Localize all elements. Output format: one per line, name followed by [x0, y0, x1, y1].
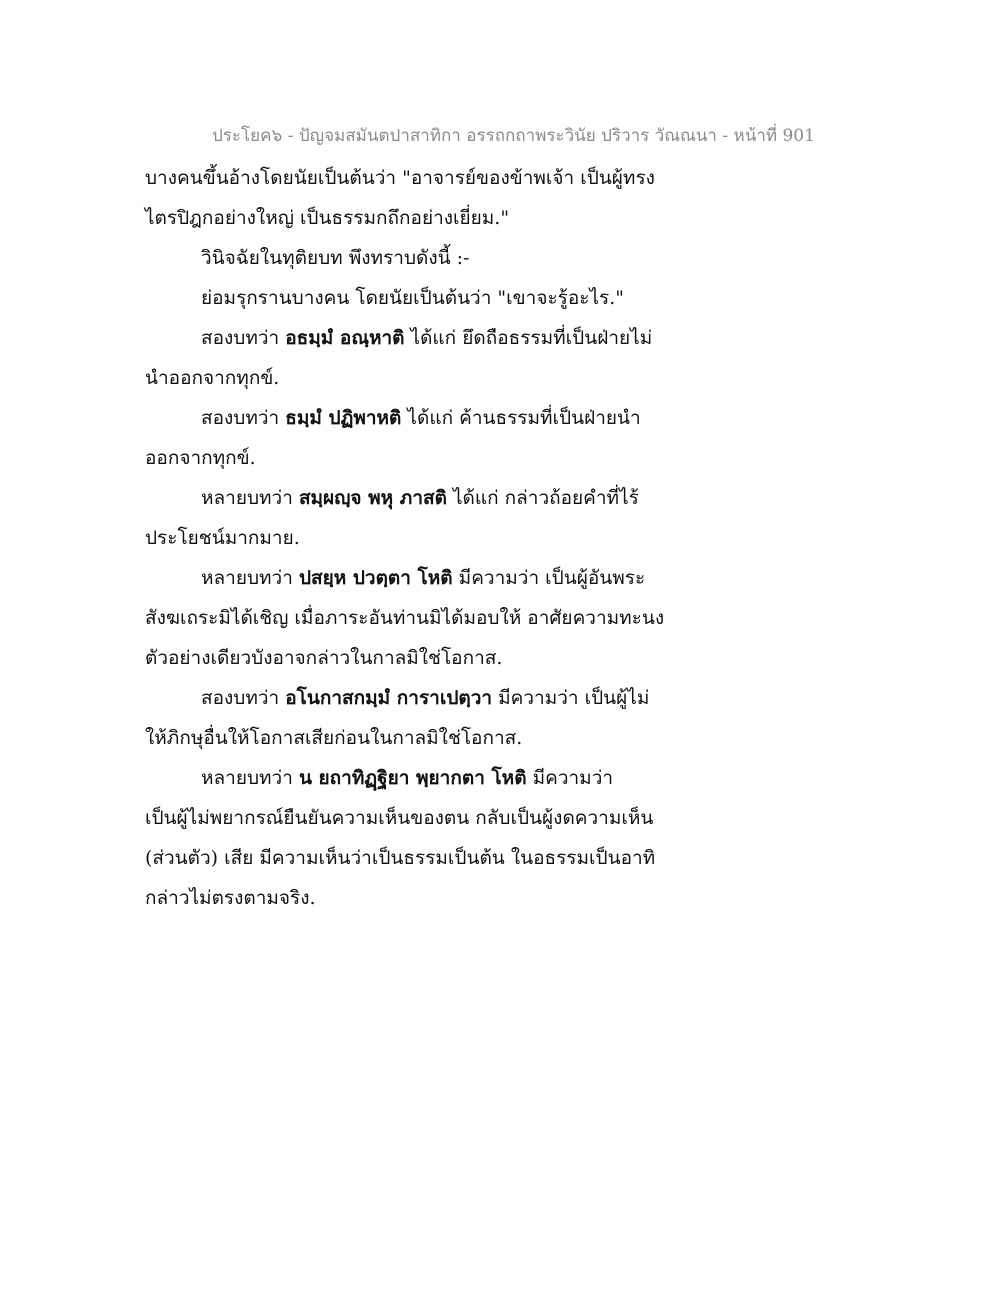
- text-segment: ย่อมรุกรานบางคน โดยนัยเป็นต้นว่า "เขาจะรู้อะไร.": [201, 287, 625, 309]
- text-line: [145, 718, 705, 758]
- text-segment: บางคนขึ้นอ้างโดยนัยเป็นต้นว่า "อาจารย์ของข้าพเจ้า เป็นผู้ทรง: [145, 167, 655, 189]
- pali-term: ธมฺมํ ปฏิพาหติ: [285, 407, 402, 429]
- pali-term: สมฺผญฺจ พหุ ภาสติ: [298, 487, 447, 509]
- text-segment: ประโยชน์มากมาย.: [145, 527, 300, 549]
- running-header: ประโยค๖ - ปัญจมสมันตปาสาทิกา อรรถกถาพระวินัย ปริวาร วัณณนา - หน้าที่ 901: [212, 126, 815, 146]
- text-segment: ได้แก่ ยึดถือธรรมที่เป็นฝ่ายไม่: [404, 327, 653, 349]
- text-segment: ได้แก่ กล่าวถ้อยคำที่ไร้: [446, 487, 639, 509]
- text-line: [145, 278, 705, 318]
- text-line: [145, 238, 705, 278]
- text-line: [145, 798, 705, 838]
- text-line: [145, 518, 705, 558]
- pali-term: อธมฺมํ อณฺหาติ: [285, 327, 405, 349]
- text-line: [145, 638, 705, 678]
- text-segment: หลายบทว่า: [201, 767, 299, 789]
- text-segment: หลายบทว่า: [201, 567, 299, 589]
- text-line: [145, 598, 705, 638]
- text-segment: (ส่วนตัว) เสีย มีความเห็นว่าเป็นธรรมเป็นต้น ในอธรรมเป็นอาทิ: [145, 847, 656, 869]
- text-line: [145, 758, 705, 798]
- text-line: [145, 678, 705, 718]
- pali-term: น ยถาทิฏฺฐิยา พฺยากตา โหติ: [298, 767, 527, 789]
- text-segment: มีความว่า: [526, 767, 614, 789]
- text-line: [145, 358, 705, 398]
- text-line: [145, 438, 705, 478]
- text-segment: กล่าวไม่ตรงตามจริง.: [145, 887, 316, 909]
- text-segment: ได้แก่ ค้านธรรมที่เป็นฝ่ายนำ: [401, 407, 641, 429]
- text-segment: สองบทว่า: [201, 407, 286, 429]
- text-segment: สองบทว่า: [201, 327, 286, 349]
- text-segment: ออกจากทุกข์.: [145, 447, 256, 469]
- text-line: [145, 318, 705, 358]
- text-segment: สองบทว่า: [201, 687, 286, 709]
- text-segment: นำออกจากทุกข์.: [145, 367, 280, 389]
- text-line: [145, 878, 705, 918]
- text-line: [145, 398, 705, 438]
- text-segment: ตัวอย่างเดียวบังอาจกล่าวในกาลมิใช่โอกาส.: [145, 647, 503, 669]
- text-line: [145, 198, 705, 238]
- text-segment: ไตรปิฎกอย่างใหญ่ เป็นธรรมกถึกอย่างเยี่ยม.": [145, 207, 510, 229]
- text-line: [145, 558, 705, 598]
- text-segment: มีความว่า เป็นผู้อันพระ: [452, 567, 646, 589]
- text-line: [145, 158, 705, 198]
- body-text: [145, 158, 705, 918]
- text-line: [145, 838, 705, 878]
- pali-term: อโนกาสกมฺมํ การาเปตฺวา: [285, 687, 493, 709]
- pali-term: ปสยฺห ปวตฺตา โหติ: [298, 567, 453, 589]
- text-line: [145, 478, 705, 518]
- text-segment: วินิจฉัยในทุติยบท พึงทราบดังนี้ :-: [201, 247, 470, 269]
- text-segment: เป็นผู้ไม่พยากรณ์ยืนยันความเห็นของตน กลับเป็นผู้งดความเห็น: [145, 807, 654, 829]
- text-segment: ให้ภิกษุอื่นให้โอกาสเสียก่อนในกาลมิใช่โอกาส.: [145, 727, 523, 749]
- text-segment: สังฆเถระมิได้เชิญ เมื่อภาระอันท่านมิได้มอบให้ อาศัยความทะนง: [145, 607, 665, 629]
- text-segment: หลายบทว่า: [201, 487, 299, 509]
- text-segment: มีความว่า เป็นผู้ไม่: [492, 687, 650, 709]
